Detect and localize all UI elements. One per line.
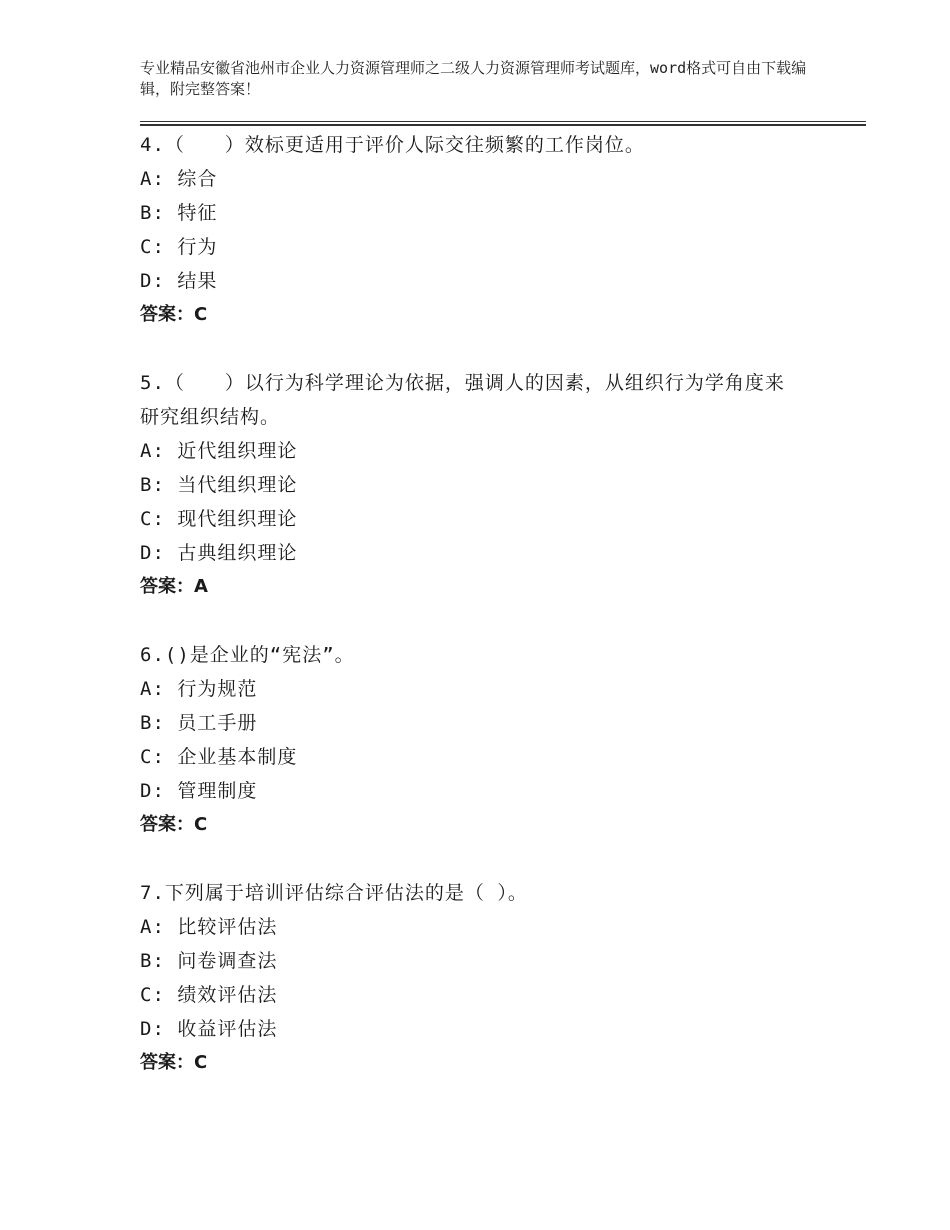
document-header: 专业精品安徽省池州市企业人力资源管理师之二级人力资源管理师考试题库，word格式可自由下载编辑，附完整答案！ <box>140 59 807 98</box>
option-b: B: 当代组织理论 <box>140 474 298 496</box>
option-c: C: 企业基本制度 <box>140 746 298 768</box>
question-6 <box>140 638 820 842</box>
option-c: C: 现代组织理论 <box>140 508 298 530</box>
answer-label: 答案：A <box>140 576 208 597</box>
option-d: D: 管理制度 <box>140 780 258 802</box>
option-a: A: 近代组织理论 <box>140 440 298 462</box>
option-c: C: 绩效评估法 <box>140 984 278 1006</box>
question-4 <box>140 128 820 332</box>
question-stem: 5.（ ）以行为科学理论为依据，强调人的因素，从组织行为学角度来研究组织结构。 <box>140 372 785 428</box>
option-b: B: 特征 <box>140 202 218 224</box>
answer-label: 答案：C <box>140 304 208 325</box>
option-a: A: 综合 <box>140 168 218 190</box>
header-rule-thick <box>140 124 866 126</box>
option-c: C: 行为 <box>140 236 218 258</box>
answer-label: 答案：C <box>140 1052 208 1073</box>
header-rule-thin <box>140 121 866 122</box>
question-7 <box>140 876 820 1080</box>
option-b: B: 问卷调查法 <box>140 950 278 972</box>
option-a: A: 行为规范 <box>140 678 258 700</box>
question-stem: 4.（ ）效标更适用于评价人际交往频繁的工作岗位。 <box>140 134 645 156</box>
question-5 <box>140 366 820 604</box>
question-stem: 7.下列属于培训评估综合评估法的是（ ）。 <box>140 882 528 904</box>
option-d: D: 古典组织理论 <box>140 542 298 564</box>
answer-label: 答案：C <box>140 814 208 835</box>
question-stem: 6.()是企业的“宪法”。 <box>140 644 355 666</box>
option-d: D: 结果 <box>140 270 218 292</box>
option-d: D: 收益评估法 <box>140 1018 278 1040</box>
question-list <box>140 128 820 1114</box>
option-b: B: 员工手册 <box>140 712 258 734</box>
option-a: A: 比较评估法 <box>140 916 278 938</box>
